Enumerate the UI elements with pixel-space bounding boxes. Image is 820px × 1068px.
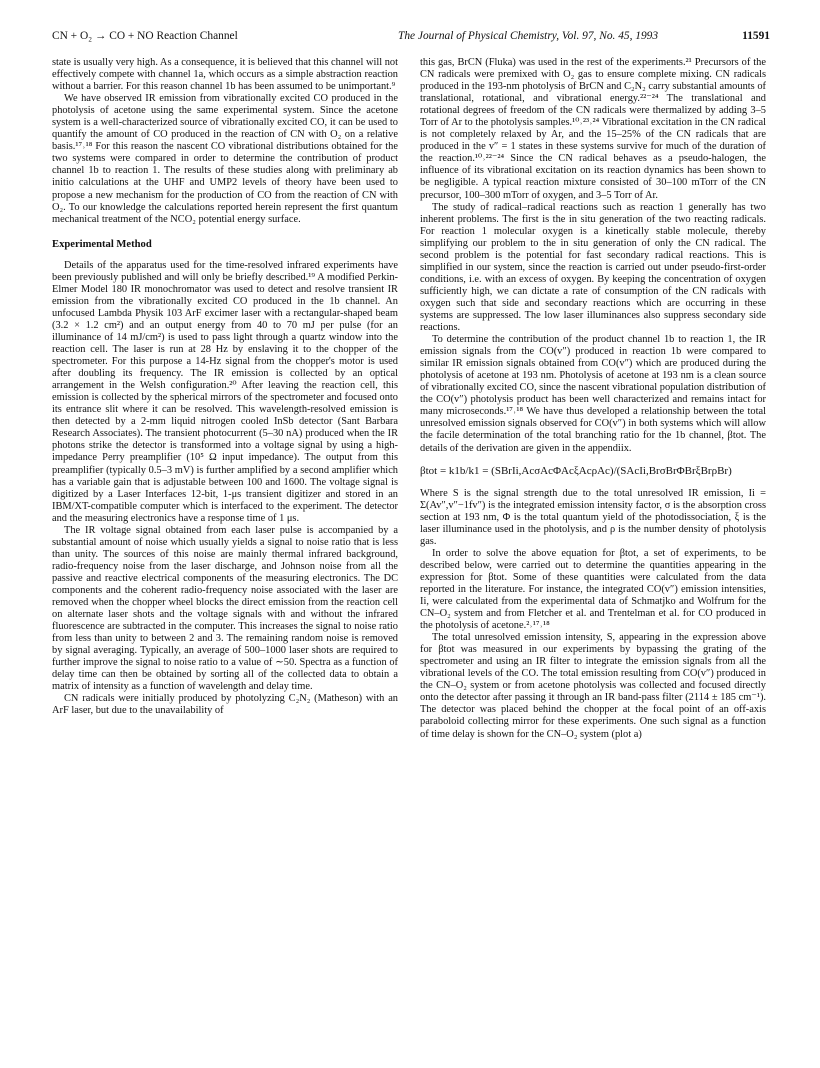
paragraph: To determine the contribution of the product channel 1b to reaction 1, the IR emission signals from the CO(v″) produced in reaction 1b were compared to similar IR emission signals obtained from CO(v″) which are produced during the photolysis of acetone at 193 nm. Photolysis of acetone at 193 nm is a clean source of vibrationally excited CO, since the nascent vibrational population distribution of the CO(v″) photolysis product has been well characterized and remains intact for many microseconds.¹⁷˒¹⁸ We have thus developed a relationship between the total unresolved emission signals observed for CO(v″) in both systems which will allow the facile determination of the total branching ratio for the 1b channel, βtot. The details of the derivation are given in the appendiix. — [420, 334, 766, 454]
paragraph: The total unresolved emission intensity, S, appearing in the expression above for βtot was measured in our experiments by bypassing the grating of the spectrometer and using an IR filter to integrate the emission signals from all the vibrational levels of the CO. The total emission resulting from CO(v″) produced in the CN–O₂ system or from acetone photolysis was collected and focused directly onto the detector after passing it through an IR band-pass filter (2114 ± 185 cm⁻¹). The detector was placed behind the chopper at the focal point of an off-axis paraboloid collecting mirror for these experiments. One such signal as a function of time delay is shown for the CN–O₂ system (plot a) — [420, 632, 766, 740]
page-number: 11591 — [742, 30, 770, 42]
equation: βtot = k1b/k1 = (SBrIi,AcσAcΦAcξAcρAc)/(SAcIi,BrσBrΦBrξBrρBr) — [420, 464, 732, 477]
running-header — [52, 30, 770, 46]
paragraph: Where S is the signal strength due to the total unresolved IR emission, Ii = Σ(Av″,v″−1fv″) is the integrated emission intensity factor, σ is the absorption cross section at 193 nm, Φ is the total quantum yield of the photodissociation, ξ is the laser illuminance used in the photolysis, and ρ is the number density of photolysis gas. — [420, 487, 766, 547]
paragraph: state is usually very high. As a consequence, it is believed that this channel will not effectively compete with channel 1a, which occurs as a simple abstraction reaction without a barrier. For this reason channel 1b has been assumed to be unimportant.⁹ — [52, 57, 398, 93]
paragraph: Details of the apparatus used for the time-resolved infrared experiments have been previously published and will only be briefly described.¹⁹ A modified Perkin-Elmer Model 180 IR monochromator was used to detect and resolve transient IR emission from the vibrationally excited CO produced in the 1b channel. An unfocused Lambda Physik 103 ArF excimer laser with a rectangular-shaped beam (3.2 × 1.2 cm²) and an output energy from 40 to 70 mJ per pulse (for an illuminance of 14 mJ/cm²) is used to pass light through a quartz window into the reaction cell. The laser is run at 28 Hz by enslaving it to the chopper of the spectrometer. For this purpose a 14-Hz signal from the chopper's motor is used after doubling its frequency. The IR emission is collected by an optical arrangement in the Welsh configuration.²⁰ After leaving the reaction cell, this emission is collected by the spherical mirrors of the spectrometer and focused onto its entrance slit where it can be resolved. This wavelength-resolved emission is then detected by a 2-mm liquid nitrogen cooled InSb detector (Sant Barbara Research Associates). The transient photocurrent (5–30 nA) produced when the IR photons strike the detector is transformed into a voltage signal by using a high-impedance Perry preamplifier (10⁵ Ω input impedance). The output from this preamplifier (typically 0.5–3 mV) is further amplified by a second amplifier which has a variable gain that is adjustable between 100 and 1600. The voltage signal is digitized by a Laser Interfaces 12-bit, 1-μs transient digitizer and stored in an IBM/XT-compatible computer which is interfaced to the experiment. The detector and the measuring electronics have a response time of 1 μs. — [52, 259, 398, 524]
paragraph: In order to solve the above equation for βtot, a set of experiments, to be described below, were carried out to determine the quantities appearing in the expression for βtot. Some of these quantities were calculated from the data reported in the literature. For instance, the integrated CO(v″) emission intensities, Ii, were calculated from the experimental data of Schmatjko and Wolfrum for the CN–O₂ system and from Fletcher et al. and Trentelman et al. for CO produced in the photolysis of acetone.²˒¹⁷˒¹⁸ — [420, 547, 766, 632]
paragraph: We have observed IR emission from vibrationally excited CO produced in the photolysis of acetone using the same experimental system. Since the acetone system is a well-characterized source of vibrationally excited CO, it can be used to quantify the amount of CO produced in the reaction of CN with O₂ on a relative basis.¹⁷˒¹⁸ For this reason the nascent CO vibrational distributions obtained for the two systems were compared in order to determine the contribution of product channel 1b to reaction 1. The results of these studies along with preliminary ab initio calculations at the UHF and UMP2 levels of theory have been used to propose a new mechanism for the production of CO from the reaction of CN with O₂. To our knowledge the calculations reported herein represent the first quantum mechanical treatment of the NCO₂ potential energy surface. — [52, 93, 398, 225]
header-title: CN + O₂ → CO + NO Reaction Channel — [52, 30, 238, 42]
paragraph: The study of radical–radical reactions such as reaction 1 generally has two inherent problems. The first is the in situ generation of the two reacting radicals. For reaction 1 molecular oxygen is a kinetically stable molecule, thereby simplifying our problem to the in situ generation of only the CN radical. The second problem is the potential for fast secondary radical reactions. This is simplified in our system, since the reaction is carried out under pseudo-first-order conditions, i.e. with an excess of oxygen. By keeping the concentration of oxygen sufficiently high, we can dictate a rate of consumption of the CN radicals with oxygen such that side and secondary reactions which are occurring in these systems are suppressed. The low laser illuminances also suppress secondary side reactions. — [420, 201, 766, 334]
section-heading: Experimental Method — [52, 238, 152, 250]
paragraph: The IR voltage signal obtained from each laser pulse is accompanied by a substantial amount of noise which usually yields a signal to noise ratio that is less than unity. The sources of this noise are mainly thermal infrared background, radio-frequency noise from the laser discharge, and Johnson noise from all the passive and reactive electrical components of the measuring electronics. The DC components and the coherent radio-frequency noise associated with the laser are removed when the chopper wheel blocks the direct emission from the reaction cell on alternate laser shots and the voltage signals with and without the infrared fluorescence are subtracted in the computer. This increases the signal to noise ratio from less than unity to between 2 and 3. The remaining random noise is removed by signal averaging. Typically, an average of 500–1000 laser shots are required to further improve the signal to noise ratio to a value of ∼50. Spectra as a function of delay time can then be obtained by sorting all of the collected data to obtain a matrix of intensity as a function of wavelength and delay time. — [52, 524, 398, 693]
journal-citation: The Journal of Physical Chemistry, Vol. 97, No. 45, 1993 — [398, 30, 659, 42]
paragraph: this gas, BrCN (Fluka) was used in the rest of the experiments.²¹ Precursors of the CN radicals were premixed with O₂ gas to ensure complete mixing. CN radicals produced in the 193-nm photolysis of BrCN and C₂N₂ carry substantial amounts of translational, rotational, and vibrational energy.²²⁻²⁴ The translational and rotational degrees of freedom of the CN radicals were thermalized by adding 3–5 Torr of Ar to the photolysis samples.¹⁰˒²³˒²⁴ Vibrational excitation in the CN radical is not completely relaxed by Ar, and the 15–25% of the CN radicals that are produced in the v″ = 1 states in these systems survive for much of the duration of the reaction.¹⁰˒²²⁻²⁴ Since the CN radical behaves as a pseudo-halogen, the influence of its vibrational excitation on its reaction dynamics has been shown to be negligible. A typical reaction mixture consisted of 30–100 mTorr of the CN precursor, 100–300 mTorr of oxygen, and 3–5 Torr of Ar. — [420, 57, 766, 201]
left-column — [52, 57, 398, 717]
right-column — [420, 57, 766, 741]
paragraph: CN radicals were initially produced by photolyzing C₂N₂ (Matheson) with an ArF laser, but due to the unavailability of — [52, 693, 398, 717]
